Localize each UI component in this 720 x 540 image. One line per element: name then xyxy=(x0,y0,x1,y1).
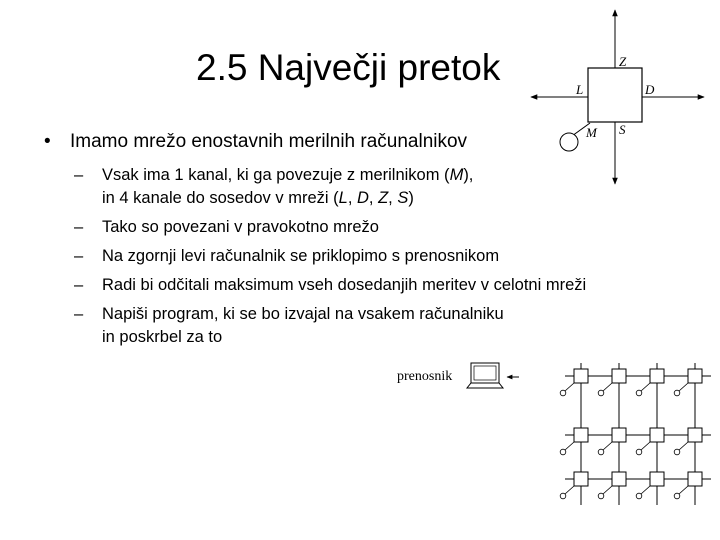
grid-node xyxy=(612,472,626,486)
grid-meter-circle xyxy=(636,390,642,396)
grid-meter-link xyxy=(679,486,688,494)
sub-bullet-list xyxy=(74,164,586,349)
sub2-text: Tako so povezani v pravokotno mrežo xyxy=(102,218,379,236)
grid-diagram xyxy=(385,355,715,535)
grid-meter-link xyxy=(641,486,650,494)
sub1-m: M xyxy=(449,166,464,184)
sub-bullet-5 xyxy=(74,303,586,349)
node-diagram xyxy=(528,4,718,189)
grid-meter-circle xyxy=(598,390,604,396)
sub1-text-d: ) xyxy=(408,189,414,207)
grid-meter-link xyxy=(603,486,612,494)
sub-bullet-1 xyxy=(74,164,586,210)
slide-title: 2.5 Največji pretok xyxy=(196,47,501,88)
grid-meter-circle xyxy=(674,493,680,499)
sub-bullet-marker: – xyxy=(74,247,84,265)
grid-node xyxy=(650,428,664,442)
grid-meter-link xyxy=(641,442,650,450)
grid-meter-link xyxy=(565,442,574,450)
grid-meter-circle xyxy=(560,390,566,396)
grid-meter-circle xyxy=(560,449,566,455)
laptop-label: prenosnik xyxy=(397,369,453,384)
grid-node xyxy=(574,369,588,383)
sub1-d: D xyxy=(356,189,369,207)
sub4-text: Radi bi odčitali maksimum vseh dosedanjih meritev v celotni mreži xyxy=(102,276,587,294)
grid-meter-link xyxy=(565,383,574,391)
sub1-text-b: ), xyxy=(463,166,474,184)
sub-bullet-marker: – xyxy=(74,166,84,184)
sub1-text-c: in 4 kanale do sosedov v mreži ( xyxy=(102,189,339,207)
node-box xyxy=(588,68,642,122)
grid-meter-circle xyxy=(636,449,642,455)
grid-node xyxy=(612,369,626,383)
grid-node xyxy=(612,428,626,442)
sub-bullet-3 xyxy=(74,245,586,268)
grid-node xyxy=(688,472,702,486)
sub1-text-a: Vsak ima 1 kanal, ki ga povezuje z merilnikom ( xyxy=(102,166,450,184)
sub-bullet-2 xyxy=(74,216,586,239)
grid-network xyxy=(560,363,711,505)
grid-node xyxy=(650,472,664,486)
sub5-text-1: Napiši program, ki se bo izvajal na vsakem računalniku xyxy=(102,305,504,323)
grid-meter-circle xyxy=(598,493,604,499)
grid-meter-circle xyxy=(636,493,642,499)
meter-circle xyxy=(560,133,578,151)
bullet-main-text: Imamo mrežo enostavnih merilnih računalnikov xyxy=(70,131,468,152)
laptop-icon xyxy=(467,363,503,388)
bullet-marker: • xyxy=(44,131,51,152)
label-s: S xyxy=(619,122,626,137)
grid-meter-link xyxy=(679,383,688,391)
sub-bullet-marker: – xyxy=(74,305,84,323)
grid-meter-circle xyxy=(674,390,680,396)
sub1-sep3: , xyxy=(388,189,398,207)
grid-node xyxy=(574,472,588,486)
sub-bullet-4 xyxy=(74,274,586,297)
grid-meter-link xyxy=(679,442,688,450)
grid-meter-link xyxy=(641,383,650,391)
label-z: Z xyxy=(619,54,627,69)
grid-meter-circle xyxy=(674,449,680,455)
grid-node xyxy=(688,428,702,442)
sub1-z: Z xyxy=(378,189,389,207)
sub1-sep2: , xyxy=(368,189,379,207)
label-m: M xyxy=(586,125,597,140)
sub3-text: Na zgornji levi računalnik se priklopimo s prenosnikom xyxy=(102,247,500,265)
sub1-sep1: , xyxy=(347,189,357,207)
grid-node xyxy=(688,369,702,383)
sub1-l: L xyxy=(338,189,348,207)
grid-meter-circle xyxy=(560,493,566,499)
sub5-text-2: in poskrbel za to xyxy=(102,328,223,346)
label-l: L xyxy=(576,82,584,97)
grid-node xyxy=(650,369,664,383)
sub1-s: S xyxy=(397,189,409,207)
grid-meter-link xyxy=(565,486,574,494)
sub-bullet-marker: – xyxy=(74,276,84,294)
sub-bullet-marker: – xyxy=(74,218,84,236)
grid-meter-link xyxy=(603,442,612,450)
label-d: D xyxy=(645,82,655,97)
grid-meter-link xyxy=(603,383,612,391)
grid-meter-circle xyxy=(598,449,604,455)
grid-node xyxy=(574,428,588,442)
